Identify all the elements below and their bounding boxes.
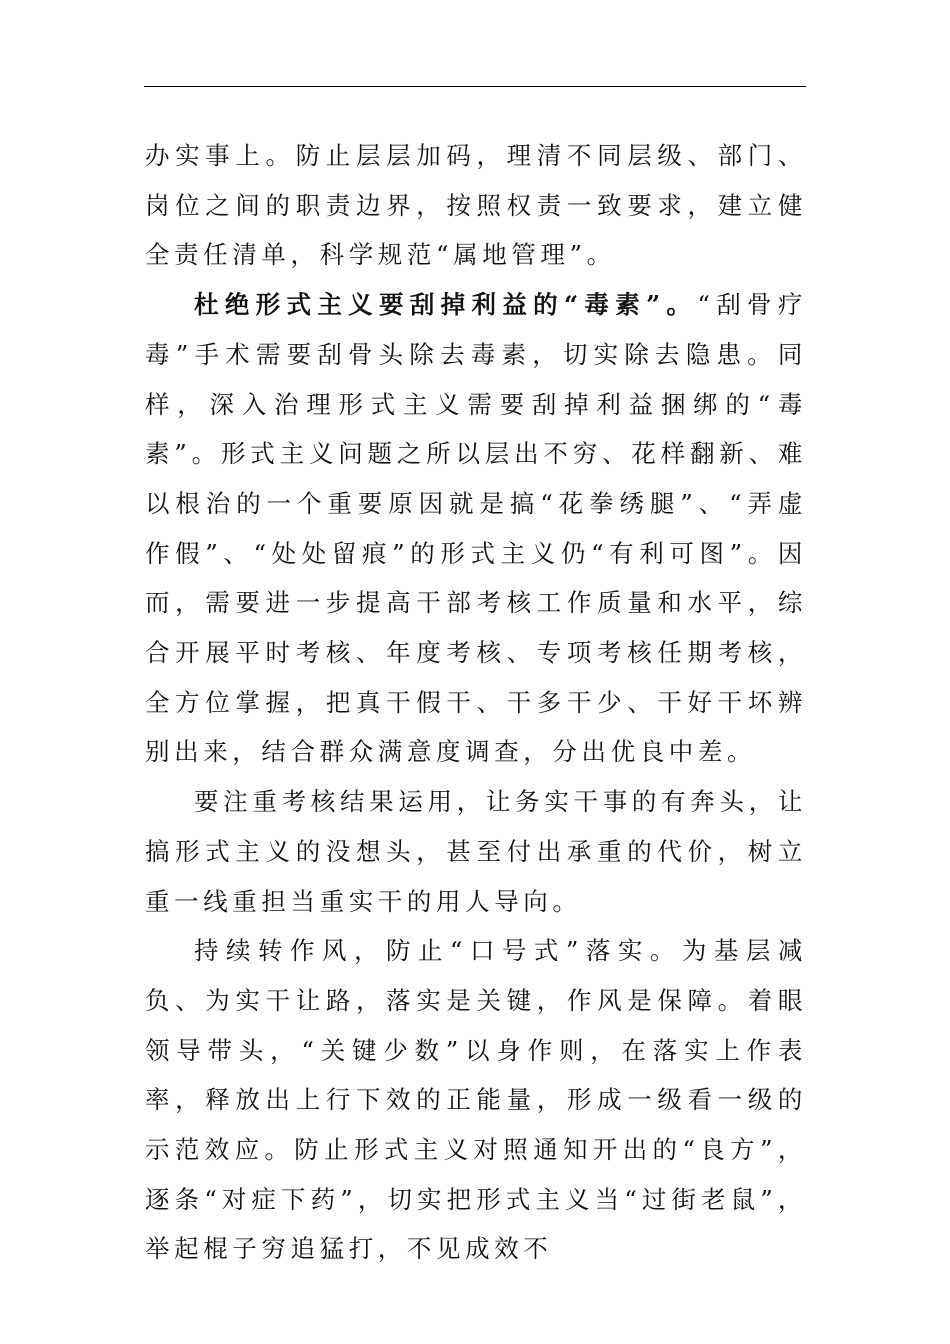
paragraph-text: 要注重考核结果运用，让务实干事的有奔头，让搞形式主义的没想头，甚至付出承重的代价，树立重一线重担当重实干的用人导向。 bbox=[145, 787, 807, 916]
paragraph-profit-toxin bbox=[145, 280, 807, 777]
paragraph-text: 办实事上。防止层层加码，理清不同层级、部门、岗位之间的职责边界，按照权责一致要求，建立健全责任清单，科学规范“属地管理”。 bbox=[145, 141, 807, 270]
paragraph-lead-heading: 杜绝形式主义要刮掉利益的“毒素”。 bbox=[194, 290, 698, 320]
document-body bbox=[145, 131, 807, 1274]
paragraph-continuation bbox=[145, 131, 807, 280]
paragraph-text: 持续转作风，防止“口号式”落实。为基层减负、为实干让路，落实是关键，作风是保障。着眼领导带头，“关键少数”以身作则，在落实上作表率，释放出上行下效的正能量，形成一级看一级的示范效应。防止形式主义对照通知开出的“良方”，逐条“对症下药”，切实把形式主义当“过街老鼠”，举起棍子穷追猛打，不见成效不 bbox=[145, 936, 807, 1264]
paragraph-assessment-results bbox=[145, 777, 807, 926]
paragraph-work-style bbox=[145, 926, 807, 1274]
header-rule bbox=[144, 86, 806, 87]
paragraph-text: “刮骨疗毒”手术需要刮骨头除去毒素，切实除去隐患。同样，深入治理形式主义需要刮掉利益捆绑的“毒素”。形式主义问题之所以层出不穷、花样翻新、难以根治的一个重要原因就是搞“花拳绣腿”、“弄虚作假”、“处处留痕”的形式主义仍“有利可图”。因而，需要进一步提高干部考核工作质量和水平，综合开展平时考核、年度考核、专项考核任期考核，全方位掌握，把真干假干、干多干少、干好干坏辨别出来，结合群众满意度调查，分出优良中差。 bbox=[145, 290, 807, 767]
